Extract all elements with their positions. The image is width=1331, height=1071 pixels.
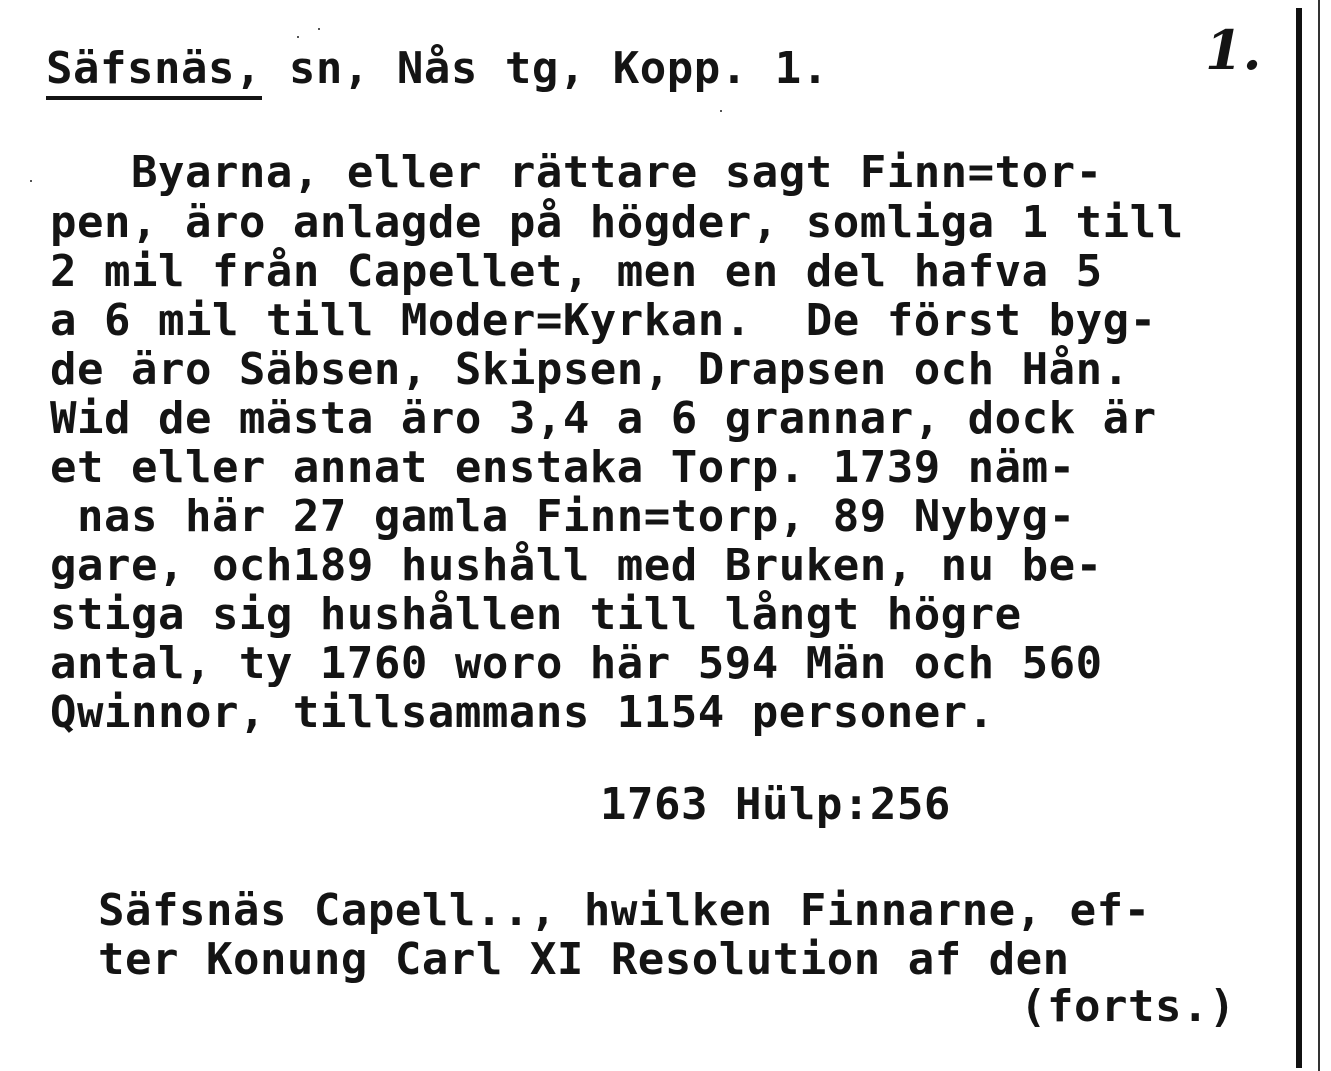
text-line: 2 mil från Capellet, men en del hafva 5 [50,246,1103,297]
text-line: Säfsnäs Capell.., hwilken Finnarne, ef- [98,885,1151,936]
card-heading [46,44,829,100]
heading-rest: sn, Nås tg, Kopp. 1. [261,43,829,94]
text-line: stiga sig hushållen till långt högre [50,589,1022,640]
text-line: de äro Säbsen, Skipsen, Drapsen och Hån. [50,344,1130,395]
text-line: ter Konung Carl XI Resolution af den [98,934,1070,985]
text-line: Qwinnor, tillsammans 1154 personer. [50,687,995,738]
text-line: gare, och189 hushåll med Bruken, nu be- [50,540,1103,591]
speck [30,180,32,182]
text-line: pen, äro anlagde på högder, somliga 1 till [50,197,1184,248]
card-edge-line [1296,8,1302,1068]
heading-place: Säfsnäs, [46,44,262,100]
speck [720,110,722,112]
text-line: nas här 27 gamla Finn=torp, 89 Nybyg- [50,491,1076,542]
text-line: a 6 mil till Moder=Kyrkan. De först byg- [50,295,1157,346]
text-line: Wid de mästa äro 3,4 a 6 grannar, dock är [50,393,1157,444]
speck [318,28,320,30]
text-line: antal, ty 1760 woro här 594 Män och 560 [50,638,1103,689]
continued-note: (forts.) [1020,981,1236,1032]
page-number: 1. [1205,18,1262,82]
source-reference: 1763 Hülp:256 [600,779,951,830]
speck [297,36,299,38]
text-line: Byarna, eller rättare sagt Finn=tor- [50,147,1103,198]
card-edge-line-thin [1318,0,1320,1071]
text-line: et eller annat enstaka Torp. 1739 näm- [50,442,1076,493]
